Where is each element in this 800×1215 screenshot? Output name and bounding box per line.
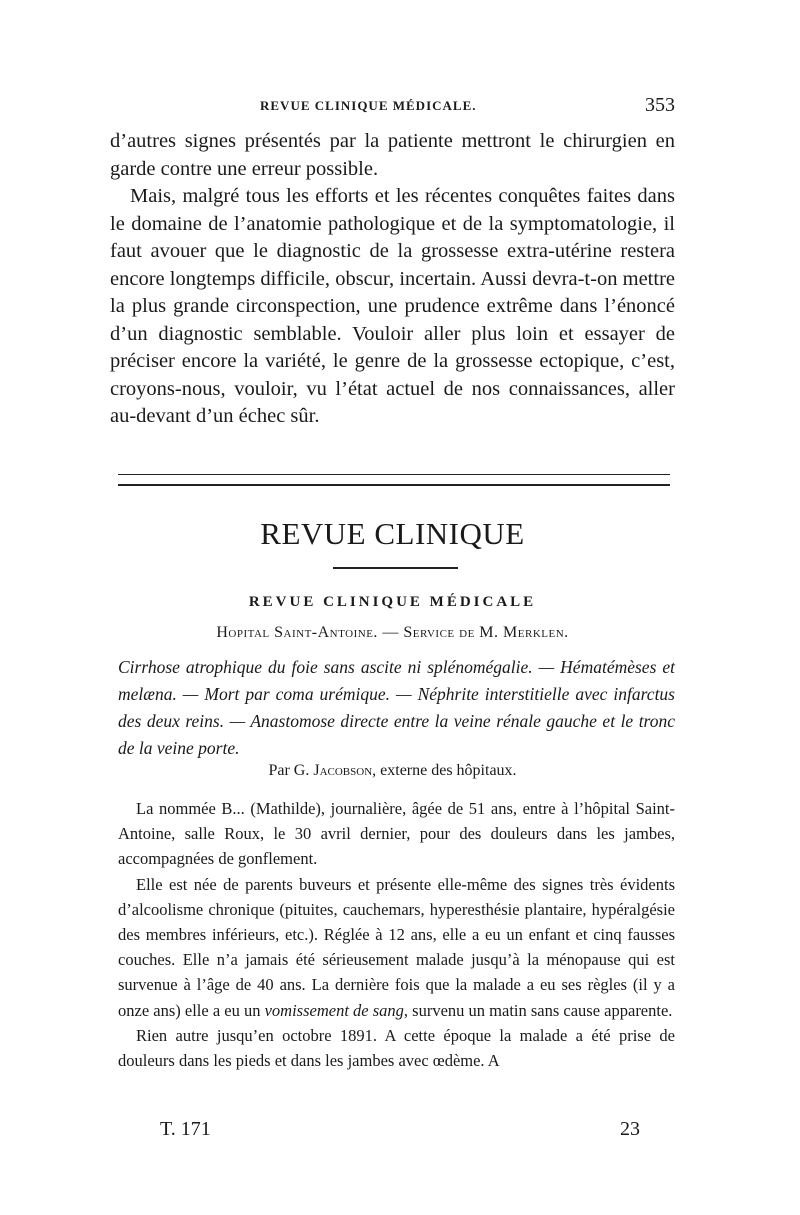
page-footer <box>160 1118 640 1144</box>
sheet-number: 23 <box>620 1118 640 1140</box>
author-suffix: , externe des hôpitaux. <box>372 762 517 779</box>
title-underline <box>333 567 458 569</box>
section-subtitle: REVUE CLINIQUE MÉDICALE <box>248 594 537 610</box>
page-number: 353 <box>645 94 675 116</box>
paragraph: La nommée B... (Mathilde), journalière, âgée de 51 ans, entre à l’hôpital Saint-Antoine, salle Roux, le 30 avril dernier, pour des douleurs dans les jambes, accompagnées de gonflement. <box>118 799 675 869</box>
running-head <box>110 94 675 120</box>
section-title: REVUE CLINIQUE <box>260 516 525 551</box>
preceding-article-text <box>110 128 675 431</box>
case-report-text <box>118 796 675 1073</box>
paragraph: Mais, malgré tous les efforts et les récentes conquêtes faites dans le domaine de l’anatomie pathologique et de la symptomatologie, il faut avouer que le diagnostic de la grossesse extra-utérine restera encore longtemps difficile, obscur, incertain. Aussi devra-t-on mettre la plus grande circonspection, une prudence extrême dans l’énoncé d’un diagnostic semblable. Vouloir aller plus loin et essayer de préciser encore la variété, le genre de la grossesse ectopique, c’est, croyons-nous, vouloir, vu l’état actuel de nos connaissances, aller au-devant d’un échec sûr. <box>110 185 675 427</box>
section-divider <box>118 474 670 486</box>
paragraph: Rien autre jusqu’en octobre 1891. A cette époque la malade a été prise de douleurs dans les pieds et dans les jambes avec œdème. A <box>118 1025 675 1071</box>
author-line <box>110 762 675 780</box>
hospital-line: Hopital Saint-Antoine. — Service de M. Merklen. <box>216 624 569 641</box>
signature-mark: T. 171 <box>160 1118 211 1140</box>
paragraph <box>118 872 675 1023</box>
author-prefix: Par G. <box>268 762 314 779</box>
author-name: Jacobson <box>313 762 373 779</box>
text-run: Elle est née de parents buveurs et présente elle-même des signes très évidents d’alcoolisme chronique (pituites, cauchemars, hyperesthésie plantaire, hypéralgésie des membres inférieurs, etc.). Réglée à 12 ans, elle a eu un enfant et cinq fausses couches. Elle n’a jamais été sérieusement malade jusqu’à la ménopause qui est survenue à l’âge de 40 ans. La dernière fois que la malade a eu ses règles (il y a onze ans) elle a eu un <box>118 874 675 1020</box>
emphasis: vomissement de sang <box>264 1000 404 1020</box>
case-title: Cirrhose atrophique du foie sans ascite ni splénomégalie. — Hématémèses et melæna. — Mort par coma urémique. — Néphrite interstitielle avec infarctus des deux reins. — Anastomose directe entre la veine rénale gauche et le tronc de la veine porte. <box>118 657 675 758</box>
running-title: REVUE CLINIQUE MÉDICALE. <box>260 98 477 113</box>
paragraph: d’autres signes présentés par la patiente mettront le chirurgien en garde contre une erreur possible. <box>110 130 675 180</box>
text-run: , survenu un matin sans cause apparente. <box>403 1000 673 1020</box>
